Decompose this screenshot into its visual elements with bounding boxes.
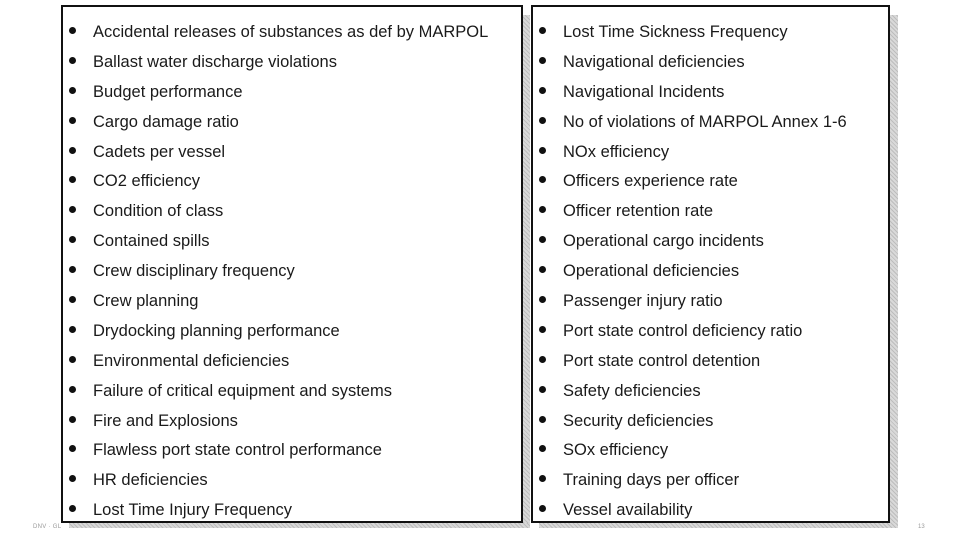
list-item-label: Navigational Incidents bbox=[563, 82, 725, 101]
bullet-icon bbox=[539, 27, 546, 34]
list-item-label: Passenger injury ratio bbox=[563, 292, 723, 311]
list-item-label: Lost Time Sickness Frequency bbox=[563, 23, 788, 41]
list-item-label: Cadets per vessel bbox=[93, 142, 226, 161]
list-item-label: Vessel availability bbox=[563, 501, 693, 520]
list-item bbox=[63, 166, 521, 196]
bullet-icon bbox=[539, 296, 546, 303]
bullet-icon bbox=[539, 326, 546, 333]
bullet-icon bbox=[539, 445, 546, 452]
list-item bbox=[533, 77, 888, 107]
list-item bbox=[533, 465, 888, 495]
list-item bbox=[63, 286, 521, 316]
right-kpi-list bbox=[533, 17, 888, 525]
list-item bbox=[533, 435, 888, 465]
list-item-label: Officer retention rate bbox=[563, 202, 714, 221]
bullet-icon bbox=[69, 386, 76, 393]
list-item-label: CO2 efficiency bbox=[93, 172, 200, 191]
list-item bbox=[63, 77, 521, 107]
bullet-icon bbox=[69, 57, 76, 64]
bullet-icon bbox=[69, 505, 76, 512]
list-item-label: Failure of critical equipment and systems bbox=[93, 381, 392, 400]
list-item-label: Navigational deficiencies bbox=[563, 52, 745, 71]
bullet-icon bbox=[69, 176, 76, 183]
list-item-label: Port state control deficiency ratio bbox=[563, 321, 803, 340]
list-item bbox=[63, 196, 521, 226]
bullet-icon bbox=[69, 416, 76, 423]
list-item-label: Training days per officer bbox=[563, 471, 740, 490]
bullet-icon bbox=[539, 266, 546, 273]
bullet-icon bbox=[539, 356, 546, 363]
list-item-label: Lost Time Injury Frequency bbox=[93, 501, 292, 520]
bullet-icon bbox=[539, 416, 546, 423]
bullet-icon bbox=[539, 57, 546, 64]
list-item-label: SOx efficiency bbox=[563, 441, 669, 460]
bullet-icon bbox=[69, 147, 76, 154]
bullet-icon bbox=[69, 445, 76, 452]
bullet-icon bbox=[69, 236, 76, 243]
bullet-icon bbox=[539, 117, 546, 124]
bullet-icon bbox=[539, 236, 546, 243]
bullet-icon bbox=[539, 147, 546, 154]
bullet-icon bbox=[69, 296, 76, 303]
list-item bbox=[63, 495, 521, 525]
bullet-icon bbox=[539, 505, 546, 512]
right-panel-shadow bbox=[890, 15, 898, 527]
list-item-label: Environmental deficiencies bbox=[93, 351, 290, 370]
list-item-label: Fire and Explosions bbox=[93, 411, 238, 430]
bullet-icon bbox=[69, 206, 76, 213]
list-item-label: Operational cargo incidents bbox=[563, 232, 764, 251]
bullet-icon bbox=[539, 206, 546, 213]
list-item-label: Safety deficiencies bbox=[563, 381, 701, 400]
list-item-label: Crew planning bbox=[93, 292, 199, 311]
list-item bbox=[533, 226, 888, 256]
bullet-icon bbox=[539, 87, 546, 94]
list-item bbox=[533, 286, 888, 316]
bullet-icon bbox=[69, 475, 76, 482]
bullet-icon bbox=[69, 266, 76, 273]
list-item-label: Drydocking planning performance bbox=[93, 321, 340, 340]
list-item bbox=[533, 316, 888, 346]
list-item-label: Flawless port state control performance bbox=[93, 441, 382, 460]
list-item-label: HR deficiencies bbox=[93, 471, 208, 490]
list-item bbox=[63, 137, 521, 167]
list-item-label: NOx efficiency bbox=[563, 142, 670, 161]
left-panel-shadow bbox=[523, 15, 530, 527]
list-item bbox=[533, 107, 888, 137]
list-item bbox=[533, 166, 888, 196]
bullet-icon bbox=[69, 27, 76, 34]
list-item bbox=[63, 316, 521, 346]
list-item bbox=[63, 256, 521, 286]
list-item-label: Operational deficiencies bbox=[563, 262, 740, 281]
list-item bbox=[533, 196, 888, 226]
list-item-label: Ballast water discharge violations bbox=[93, 52, 337, 71]
list-item bbox=[533, 495, 888, 525]
list-item bbox=[533, 406, 888, 436]
list-item bbox=[533, 256, 888, 286]
bullet-icon bbox=[69, 356, 76, 363]
bullet-icon bbox=[69, 117, 76, 124]
list-item-label: Cargo damage ratio bbox=[93, 112, 239, 131]
list-item bbox=[63, 107, 521, 137]
left-kpi-list bbox=[63, 17, 521, 525]
bullet-icon bbox=[69, 87, 76, 94]
list-item-label: Security deficiencies bbox=[563, 411, 714, 430]
list-item-label: Condition of class bbox=[93, 202, 224, 221]
list-item bbox=[533, 137, 888, 167]
list-item bbox=[533, 17, 888, 47]
list-item bbox=[533, 346, 888, 376]
page-number: 13 bbox=[918, 524, 925, 530]
list-item bbox=[63, 376, 521, 406]
list-item-label: Port state control detention bbox=[563, 351, 761, 370]
list-item bbox=[63, 406, 521, 436]
right-kpi-panel bbox=[531, 5, 890, 523]
list-item-label: Crew disciplinary frequency bbox=[93, 262, 295, 281]
bullet-icon bbox=[69, 326, 76, 333]
bullet-icon bbox=[539, 386, 546, 393]
list-item bbox=[63, 17, 521, 47]
bullet-icon bbox=[539, 176, 546, 183]
left-kpi-panel bbox=[61, 5, 523, 523]
list-item-label: Contained spills bbox=[93, 232, 210, 251]
list-item-label: Budget performance bbox=[93, 82, 243, 101]
list-item bbox=[63, 435, 521, 465]
bullet-icon bbox=[539, 475, 546, 482]
list-item-label: Officers experience rate bbox=[563, 172, 738, 191]
list-item-label: No of violations of MARPOL Annex 1-6 bbox=[563, 112, 847, 131]
list-item-label: Accidental releases of substances as def by MARPOL bbox=[93, 23, 489, 41]
list-item bbox=[63, 47, 521, 77]
list-item bbox=[63, 346, 521, 376]
list-item bbox=[533, 47, 888, 77]
footer-brand: DNV · GL bbox=[33, 524, 62, 530]
list-item bbox=[63, 465, 521, 495]
list-item bbox=[533, 376, 888, 406]
list-item bbox=[63, 226, 521, 256]
